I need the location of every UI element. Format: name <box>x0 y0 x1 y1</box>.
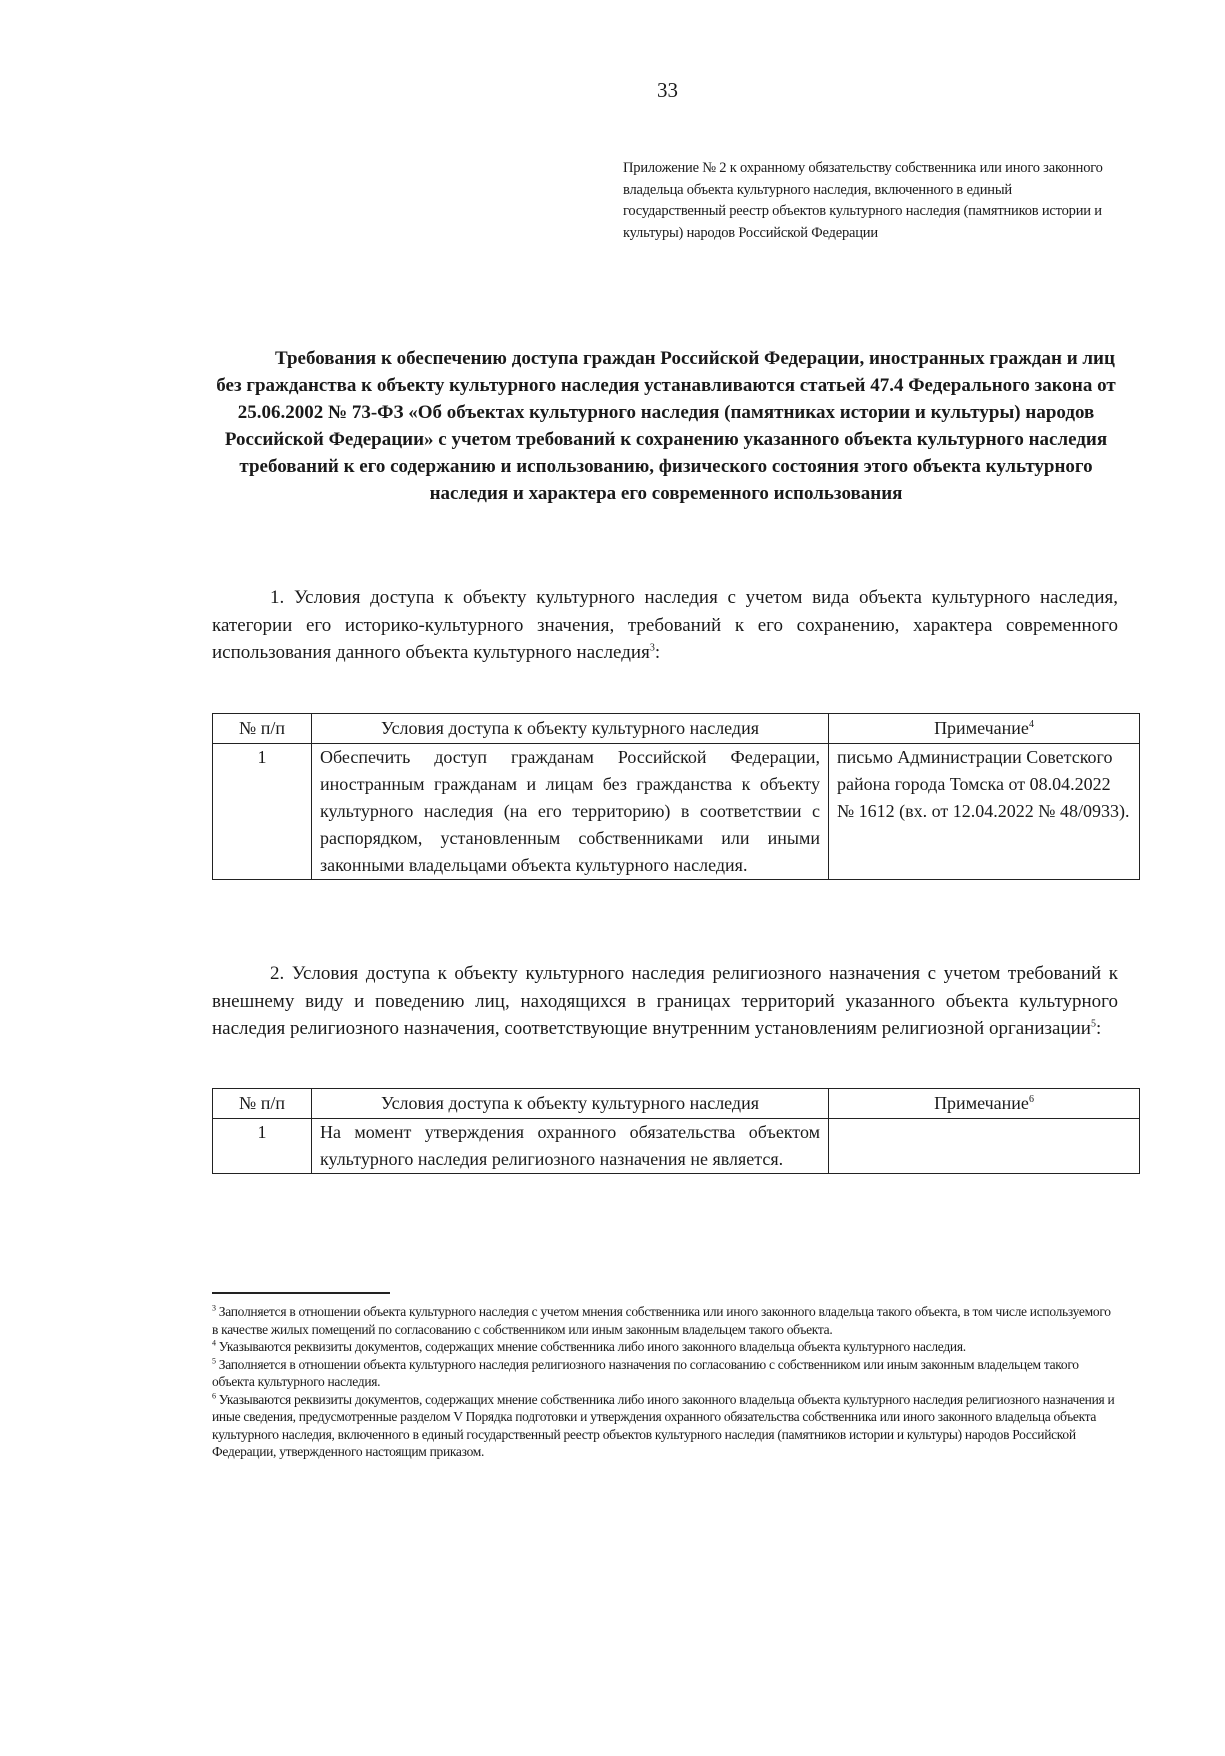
section-2-suffix: : <box>1095 1018 1102 1039</box>
section-2-paragraph <box>212 960 1118 1043</box>
footnote-4-text: Указываются реквизиты документов, содержащих мнение собственника либо иного законного владельца объекта культурного наследия. <box>218 1339 966 1354</box>
footnotes <box>212 1303 1118 1461</box>
footnote-3-text: Заполняется в отношении объекта культурного наследия с учетом мнения собственника или иного законного владельца такого объекта, в том числе используемого в качестве жилых помещений по согласованию с собственником или иным законным владельцем такого объекта. <box>212 1304 1111 1337</box>
header-conditions: Условия доступа к объекту культурного наследия <box>312 714 829 744</box>
row-num: 1 <box>213 1119 312 1174</box>
section-1-text: 1. Условия доступа к объекту культурного наследия с учетом вида объекта культурного наследия, категории его историко-культурного значения, требований к его сохранению, характера современного использования данного объекта культурного наследия <box>212 587 1118 663</box>
section-1-paragraph <box>212 584 1118 667</box>
row-conditions: На момент утверждения охранного обязательства объектом культурного наследия религиозного назначения не является. <box>312 1119 829 1174</box>
row-conditions: Обеспечить доступ гражданам Российской Федерации, иностранным гражданам и лицам без гражданства к объекту культурного наследия (на его территорию) в соответствии с распорядком, установленным собственниками или иными законными владельцами объекта культурного наследия. <box>312 744 829 880</box>
footnote-5-text: Заполняется в отношении объекта культурного наследия религиозного назначения по согласованию с собственником или иным законным владельцем такого объекта культурного наследия. <box>212 1356 1079 1389</box>
header-num: № п/п <box>213 714 312 744</box>
table-header-row <box>213 1089 1140 1119</box>
footnote-ref-4[interactable]: 4 <box>1028 719 1034 730</box>
footnote-ref-6[interactable]: 6 <box>1028 1094 1034 1105</box>
footnote-6 <box>212 1391 1118 1461</box>
row-note: письмо Администрации Советского района города Томска от 08.04.2022 № 1612 (вх. от 12.04.2022 № 48/0933). <box>829 744 1140 880</box>
row-num: 1 <box>213 744 312 880</box>
section-2-text: 2. Условия доступа к объекту культурного наследия религиозного назначения с учетом требований к внешнему виду и поведению лиц, находящихся в границах территорий указанного объекта культурного наследия религиозного назначения, соответствующие внутренним установлениям религиозной организации <box>212 963 1118 1039</box>
footnote-6-marker: 6 <box>212 1391 216 1400</box>
footnote-ref-3[interactable]: 3 <box>649 642 655 654</box>
footnote-5 <box>212 1356 1118 1391</box>
footnote-3-marker: 3 <box>212 1303 216 1313</box>
document-title <box>212 345 1120 507</box>
footnote-divider <box>212 1292 390 1294</box>
footnote-5-marker: 5 <box>212 1356 216 1365</box>
footnote-4-marker: 4 <box>212 1338 216 1348</box>
section-2-table <box>212 1088 1140 1174</box>
section-1-suffix: : <box>654 642 661 663</box>
header-note-text: Примечание <box>934 1093 1029 1113</box>
header-conditions: Условия доступа к объекту культурного наследия <box>312 1089 829 1119</box>
table-row <box>213 1119 1140 1174</box>
table-header-row <box>213 714 1140 744</box>
table-row <box>213 744 1140 880</box>
header-note <box>829 714 1140 744</box>
footnote-ref-5[interactable]: 5 <box>1090 1018 1096 1030</box>
header-note <box>829 1089 1140 1119</box>
row-note <box>829 1119 1140 1174</box>
appendix-caption: Приложение № 2 к охранному обязательству собственника или иного законного владельца объекта культурного наследия, включенного в единый государственный реестр объектов культурного наследия (памятников истории и культуры) народов Российской Федерации <box>623 160 1103 241</box>
page-number: 33 <box>657 78 678 102</box>
section-1-table <box>212 713 1140 880</box>
header-num: № п/п <box>213 1089 312 1119</box>
footnote-3 <box>212 1303 1118 1338</box>
header-note-text: Примечание <box>934 718 1029 738</box>
document-title-text: Требования к обеспечению доступа граждан Российской Федерации, иностранных граждан и лиц без гражданства к объекту культурного наследия устанавливаются статьей 47.4 Федерального закона от 25.06.2002 № 73-ФЗ «Об объектах культурного наследия (памятниках истории и культуры) народов Российской Федерации» с учетом требований к сохранению указанного объекта культурного наследия требований к его содержанию и использованию, физического состояния этого объекта культурного наследия и характера его современного использования <box>216 348 1116 504</box>
footnote-4 <box>212 1338 1118 1356</box>
footnote-6-text: Указываются реквизиты документов, содержащих мнение собственника либо иного законного владельца объекта культурного наследия религиозного назначения и иные сведения, предусмотренные разделом V Порядка подготовки и утверждения охранного обязательства собственника или иного законного владельца объекта культурного наследия, включенного в единый государственный реестр объектов культурного наследия (памятников истории и культуры) народов Российской Федерации, утвержденного настоящим приказом. <box>212 1391 1115 1459</box>
